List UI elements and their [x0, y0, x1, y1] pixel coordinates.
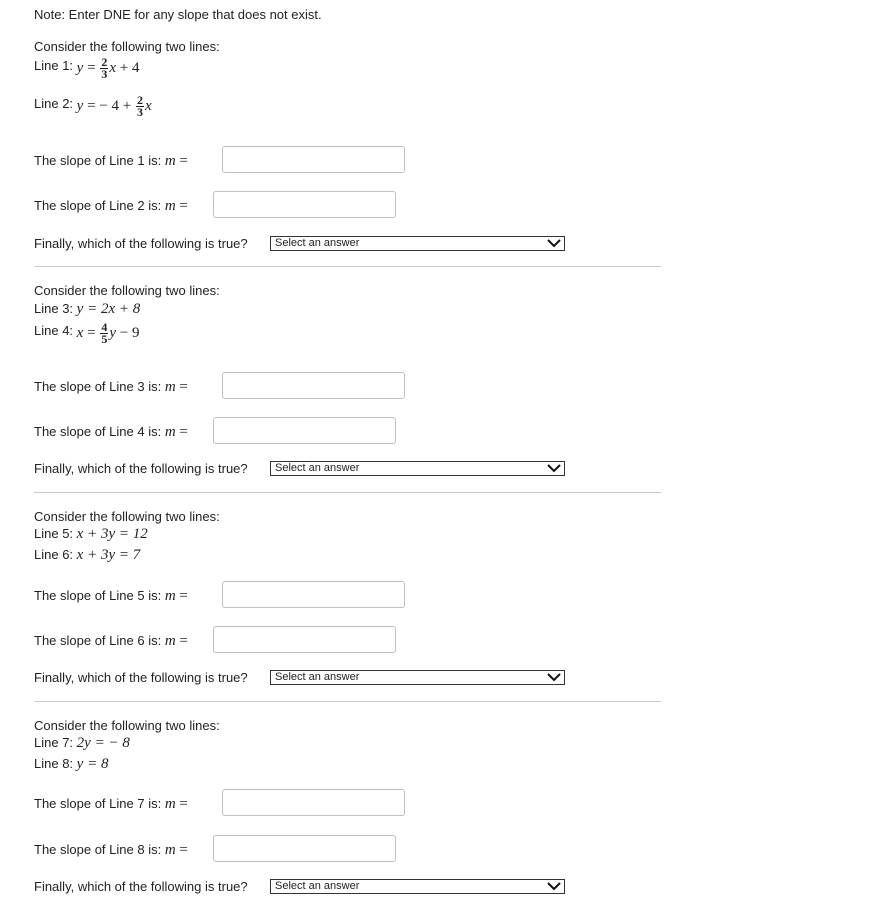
line-5-equation: Line 5: x + 3y = 12	[34, 526, 148, 542]
chevron-down-icon	[547, 673, 561, 682]
line-label: Line 8:	[34, 756, 74, 771]
slope-2-input[interactable]	[213, 191, 396, 218]
line-label: Line 1:	[34, 57, 74, 73]
line-label: Line 7:	[34, 735, 74, 750]
line-4-equation: Line 4: x = $\frac{4}{5}$ y − 9	[34, 320, 140, 346]
line-3-equation: Line 3: y = 2x + 8	[34, 301, 141, 317]
line-2-equation: Line 2: y = − 4 + $\frac{2}{3}$ x	[34, 93, 152, 119]
line-label: Line 6:	[34, 547, 74, 562]
slope-8-input[interactable]	[213, 835, 396, 862]
finally-question: Finally, which of the following is true?	[34, 236, 248, 251]
slope-3-input[interactable]	[222, 372, 405, 399]
line-label: Line 4:	[34, 322, 74, 338]
line-label: Line 2:	[34, 95, 74, 111]
slope-1-input[interactable]	[222, 146, 405, 173]
line-1-equation: Line 1: y = $\frac{2}{3}$ x + 4	[34, 55, 140, 81]
line-label: Line 5:	[34, 526, 74, 541]
slope-6-input[interactable]	[213, 626, 396, 653]
slope-4-label: The slope of Line 4 is: m =	[34, 424, 188, 440]
slope-5-label: The slope of Line 5 is: m =	[34, 588, 188, 604]
slope-7-input[interactable]	[222, 789, 405, 816]
consider-heading: Consider the following two lines:	[34, 509, 220, 524]
consider-heading: Consider the following two lines:	[34, 283, 220, 298]
slope-1-label: The slope of Line 1 is: m =	[34, 153, 188, 169]
answer-select-2[interactable]: Select an answer	[270, 461, 565, 476]
slope-4-input[interactable]	[213, 417, 396, 444]
chevron-down-icon	[547, 882, 561, 891]
slope-7-label: The slope of Line 7 is: m =	[34, 796, 188, 812]
slope-6-label: The slope of Line 6 is: m =	[34, 633, 188, 649]
line-label: Line 3:	[34, 301, 74, 316]
finally-question: Finally, which of the following is true?	[34, 670, 248, 685]
slope-2-label: The slope of Line 2 is: m =	[34, 198, 188, 214]
line-8-equation: Line 8: y = 8	[34, 756, 109, 772]
chevron-down-icon	[547, 464, 561, 473]
answer-select-3[interactable]: Select an answer	[270, 670, 565, 685]
slope-5-input[interactable]	[222, 581, 405, 608]
divider	[34, 701, 661, 702]
chevron-down-icon	[547, 239, 561, 248]
slope-8-label: The slope of Line 8 is: m =	[34, 842, 188, 858]
finally-question: Finally, which of the following is true?	[34, 879, 248, 894]
answer-select-1[interactable]: Select an answer	[270, 236, 565, 251]
divider	[34, 266, 661, 267]
answer-select-4[interactable]: Select an answer	[270, 879, 565, 894]
slope-3-label: The slope of Line 3 is: m =	[34, 379, 188, 395]
finally-question: Finally, which of the following is true?	[34, 461, 248, 476]
divider	[34, 492, 661, 493]
line-6-equation: Line 6: x + 3y = 7	[34, 547, 141, 563]
consider-heading: Consider the following two lines:	[34, 718, 220, 733]
line-7-equation: Line 7: 2y = − 8	[34, 735, 130, 751]
note-text: Note: Enter DNE for any slope that does not exist.	[34, 7, 322, 22]
consider-heading: Consider the following two lines:	[34, 39, 220, 54]
